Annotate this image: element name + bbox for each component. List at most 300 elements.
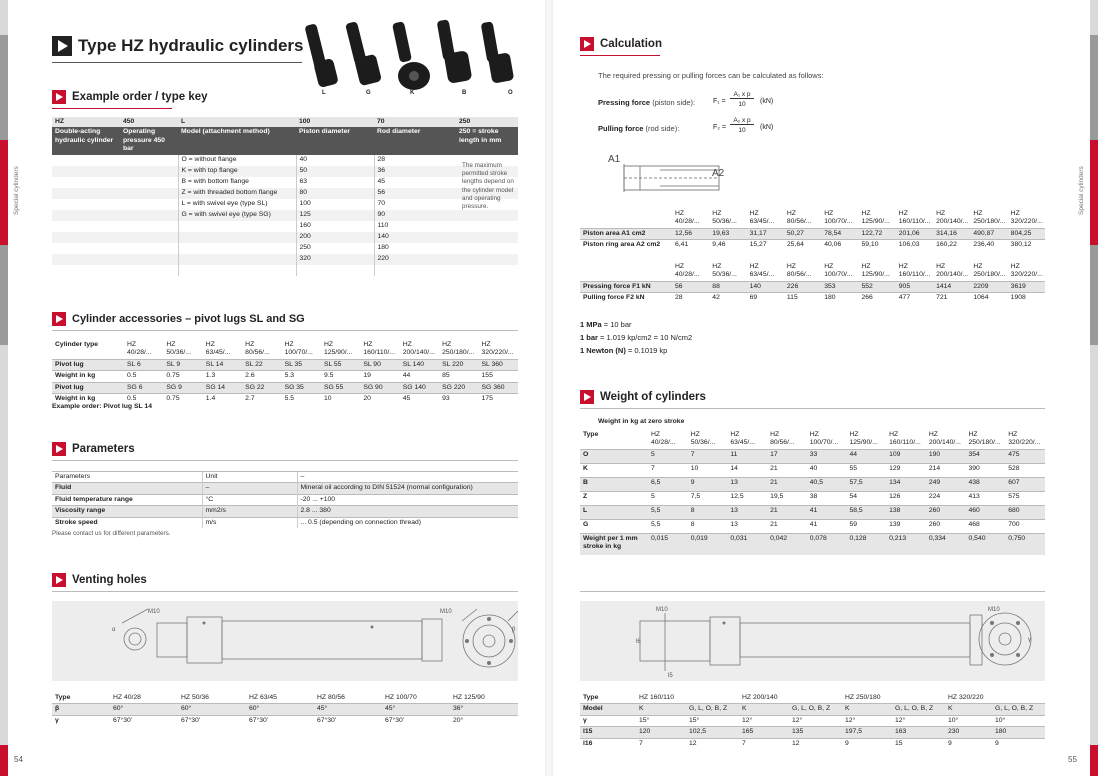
table-cell: 36 <box>374 166 456 177</box>
table-cell: 10° <box>945 715 992 726</box>
table-row <box>580 738 1045 749</box>
table-cell <box>52 265 120 276</box>
stroke-note: The maximum permitted stroke lengths depend on the cylinder model and operating pressure. <box>462 162 514 210</box>
table-cell: 13 <box>727 505 767 519</box>
table-cell: 70 <box>374 199 456 210</box>
page-title-block <box>52 36 303 56</box>
table-cell: 125 <box>296 210 374 221</box>
table-cell: 67°30' <box>110 715 178 726</box>
venting-drawing-right <box>580 601 1045 681</box>
table-cell: SG 360 <box>479 382 518 393</box>
table-cell: 721 <box>933 293 970 304</box>
drawing-label-beta: β <box>512 627 516 633</box>
table-cell: 160,22 <box>933 240 970 251</box>
table-cell: SL 220 <box>439 359 478 370</box>
table-cell <box>120 254 178 265</box>
table-cell: G <box>580 519 648 533</box>
table-cell: 9 <box>945 738 992 749</box>
table-cell: 42 <box>709 293 746 304</box>
table-cell <box>52 177 120 188</box>
table-cell: SG 220 <box>439 382 478 393</box>
force-table <box>580 262 1045 304</box>
table-cell: 6,41 <box>672 240 709 251</box>
table-cell: HZ 50/36/... <box>712 210 737 226</box>
table-cell: 13 <box>727 477 767 491</box>
table-cell <box>992 693 1045 704</box>
table-cell: 21 <box>767 477 807 491</box>
unit-conversions <box>580 319 692 357</box>
table-cell: 140 <box>374 232 456 243</box>
conversion-line: 1 Newton (N) = 0.1019 kp <box>580 345 668 355</box>
table-cell: 2.6 <box>242 371 281 382</box>
table-cell: 354 <box>966 449 1006 463</box>
table-cell: 1064 <box>970 293 1007 304</box>
table-cell: 56 <box>374 188 456 199</box>
table-row <box>580 533 1045 555</box>
table-cell: 21 <box>767 505 807 519</box>
table-cell: HZ 100/70/... <box>824 210 853 226</box>
table-cell: 0,750 <box>1005 533 1045 555</box>
table-cell: 5.5 <box>282 394 321 405</box>
table-cell: HZ 100/70 <box>385 694 417 701</box>
table-cell: 5.3 <box>282 371 321 382</box>
table-cell: HZ 63/45/... <box>205 341 231 357</box>
table-row <box>52 177 518 188</box>
table-cell: HZ 320/220 <box>948 694 984 701</box>
table-cell: Cylinder type <box>55 341 99 348</box>
table-cell: HZ 50/36/... <box>166 341 191 357</box>
page-title: Type HZ hydraulic cylinders <box>78 36 304 55</box>
table-cell: B = with bottom flange <box>178 177 296 188</box>
table-cell: B <box>580 477 648 491</box>
table-cell: HZ 250/180 <box>845 694 881 701</box>
table-cell: 12° <box>842 715 892 726</box>
table-cell: O = without flange <box>178 155 296 166</box>
table-cell: 528 <box>1005 463 1045 477</box>
table-cell: Weight in kg <box>52 394 124 405</box>
table-cell: 197,5 <box>842 727 892 738</box>
table-cell <box>120 221 178 232</box>
table-cell: 40,5 <box>807 477 847 491</box>
accessories-table <box>52 340 518 405</box>
table-row <box>580 293 1045 304</box>
table-cell <box>52 188 120 199</box>
table-cell: 9.5 <box>321 371 360 382</box>
table-cell: Piston area A1 cm2 <box>580 228 672 239</box>
table-row <box>580 240 1045 251</box>
table-cell: 25,64 <box>784 240 821 251</box>
table-cell: HZ 160/110/... <box>889 431 921 447</box>
table-cell: Z = with threaded bottom flange <box>178 188 296 199</box>
side-label-right: Special cylinders <box>1078 166 1085 215</box>
table-cell: 12 <box>686 738 739 749</box>
table-cell: 50 <box>296 166 374 177</box>
table-cell <box>580 262 672 281</box>
table-cell: Pivot lug <box>52 359 124 370</box>
table-cell: 109 <box>886 449 926 463</box>
table-cell: 102,5 <box>686 727 739 738</box>
table-cell <box>178 243 296 254</box>
table-cell: 1.3 <box>203 371 242 382</box>
table-cell: 45° <box>314 704 382 715</box>
venting-table-right <box>580 693 1045 749</box>
right-edge-bar <box>1090 0 1098 776</box>
table-cell: HZ 40/28 <box>113 694 141 701</box>
table-cell: SG 35 <box>282 382 321 393</box>
table-row <box>580 491 1045 505</box>
table-cell: 163 <box>892 727 945 738</box>
table-cell: HZ 100/70/... <box>824 263 853 279</box>
table-cell: 236,40 <box>970 240 1007 251</box>
table-cell: 20 <box>360 394 399 405</box>
drawing-label-alpha: α <box>112 627 116 633</box>
table-cell: SL 6 <box>124 359 163 370</box>
table-cell: 320 <box>296 254 374 265</box>
table-cell: 19 <box>360 371 399 382</box>
table-cell: HZ 50/36/... <box>712 263 737 279</box>
table-cell: 0.5 <box>124 371 163 382</box>
venting-drawing-left <box>52 601 518 681</box>
table-cell: 19,5 <box>767 491 807 505</box>
table-row <box>52 382 518 393</box>
table-cell: 2209 <box>970 281 1007 292</box>
table-cell: 1414 <box>933 281 970 292</box>
table-cell: G, L, O, B, Z <box>892 704 945 715</box>
label-a2: A2 <box>712 168 725 179</box>
table-cell: 260 <box>926 505 966 519</box>
table-cell: K <box>945 704 992 715</box>
table-cell: 100 <box>296 199 374 210</box>
table-row <box>52 359 518 370</box>
table-cell: 67°30' <box>314 715 382 726</box>
photo-label-l: L <box>322 90 326 96</box>
table-row <box>52 494 518 505</box>
table-cell: SL 90 <box>360 359 399 370</box>
table-row <box>52 232 518 243</box>
table-cell: 214 <box>926 463 966 477</box>
table-cell: 8 <box>688 505 728 519</box>
table-cell: 0,042 <box>767 533 807 555</box>
table-row <box>52 155 518 166</box>
table-row <box>580 704 1045 715</box>
drawing-label-m10-b: M10 <box>988 607 1000 613</box>
table-cell: SL 55 <box>321 359 360 370</box>
parameters-heading: Parameters <box>52 442 135 456</box>
table-cell: Stroke speed <box>52 517 202 528</box>
table-row <box>52 265 518 276</box>
table-cell: 250 <box>296 243 374 254</box>
table-cell: HZ 100/70/... <box>809 431 839 447</box>
table-cell: 31,17 <box>747 228 784 239</box>
table-cell: 45 <box>374 177 456 188</box>
weight-subheading: Weight in kg at zero stroke <box>598 418 685 425</box>
table-cell: 140 <box>747 281 784 292</box>
page-number-left: 54 <box>14 755 23 764</box>
table-row <box>52 166 518 177</box>
table-row <box>52 693 518 704</box>
table-cell: 57,5 <box>846 477 886 491</box>
drawing-label-m10: M10 <box>656 607 668 613</box>
table-cell: 10 <box>688 463 728 477</box>
table-cell: 60° <box>178 704 246 715</box>
table-cell: 1908 <box>1008 293 1045 304</box>
table-cell: 38 <box>807 491 847 505</box>
table-cell: HZ 160/110/... <box>898 263 931 279</box>
table-cell <box>892 693 945 704</box>
table-cell: HZ 63/45/... <box>749 263 775 279</box>
table-cell: 10° <box>992 715 1045 726</box>
table-cell: Model <box>580 704 636 715</box>
table-cell: 155 <box>479 371 518 382</box>
table-cell: 139 <box>886 519 926 533</box>
table-cell: 12,5 <box>727 491 767 505</box>
page-spine <box>545 0 553 776</box>
table-cell: K = with top flange <box>178 166 296 177</box>
table-row <box>52 221 518 232</box>
table-cell: 110 <box>374 221 456 232</box>
table-cell <box>52 221 120 232</box>
f1-numerator: A₁ x p <box>730 91 754 99</box>
table-cell: 7 <box>648 463 688 477</box>
table-cell: HZ 250/180/... <box>973 210 1006 226</box>
table-cell: G, L, O, B, Z <box>789 704 842 715</box>
table-cell: 5 <box>648 449 688 463</box>
table-cell: 33 <box>807 449 847 463</box>
table-cell: 680 <box>1005 505 1045 519</box>
table-cell: SG 55 <box>321 382 360 393</box>
table-cell: HZ 125/90/... <box>849 431 878 447</box>
table-cell: 12° <box>789 715 842 726</box>
table-cell: 93 <box>439 394 478 405</box>
table-cell: HZ 125/90/... <box>323 341 353 357</box>
table-cell: 201,06 <box>896 228 933 239</box>
table-cell: HZ 80/56/... <box>786 210 812 226</box>
table-cell: 12° <box>739 715 789 726</box>
table-cell: HZ 200/140/... <box>928 431 961 447</box>
table-cell: HZ 80/56 <box>317 694 345 701</box>
table-row <box>580 519 1045 533</box>
table-cell <box>456 221 518 232</box>
table-cell: HZ 125/90/... <box>861 263 890 279</box>
table-row <box>580 477 1045 491</box>
table-row <box>580 727 1045 738</box>
accessories-example: Example order: Pivot lug SL 14 <box>52 403 152 410</box>
table-cell: mm2/s <box>202 506 297 517</box>
table-cell <box>120 232 178 243</box>
table-cell: 122,72 <box>858 228 895 239</box>
table-cell: HZ 320/220/... <box>1010 210 1043 226</box>
table-cell: 55 <box>846 463 886 477</box>
table-cell: 15,27 <box>747 240 784 251</box>
table-cell: 1.4 <box>203 394 242 405</box>
table-row <box>580 209 1045 228</box>
table-cell: 69 <box>747 293 784 304</box>
table-cell: 226 <box>784 281 821 292</box>
table-cell <box>52 155 120 166</box>
table-row <box>52 472 518 483</box>
table-cell: 475 <box>1005 449 1045 463</box>
table-cell: Parameters <box>52 472 202 483</box>
table-cell <box>120 177 178 188</box>
table-cell: 40 <box>807 463 847 477</box>
table-cell: Type <box>55 694 71 701</box>
table-cell: 607 <box>1005 477 1045 491</box>
table-cell: 9,46 <box>709 240 746 251</box>
table-cell: 15° <box>686 715 739 726</box>
table-cell <box>120 243 178 254</box>
table-cell: SL 9 <box>163 359 202 370</box>
area-diagram <box>600 150 730 195</box>
table-cell <box>456 254 518 265</box>
table-cell <box>178 265 296 276</box>
photo-label-k: K <box>410 90 415 96</box>
table-cell: 160 <box>296 221 374 232</box>
table-cell: Fluid temperature range <box>52 494 202 505</box>
table-cell: HZ 250/180/... <box>442 341 475 357</box>
table-cell: 438 <box>966 477 1006 491</box>
table-cell: 40 <box>296 155 374 166</box>
table-cell: Piston ring area A2 cm2 <box>580 240 672 251</box>
table-cell: 9 <box>842 738 892 749</box>
table-cell: L = with swivel eye (type SL) <box>178 199 296 210</box>
table-cell <box>178 232 296 243</box>
table-cell: 41 <box>807 519 847 533</box>
table-cell: 115 <box>784 293 821 304</box>
table-cell: SG 140 <box>400 382 439 393</box>
table-row <box>580 430 1045 449</box>
table-cell: l15 <box>580 727 636 738</box>
table-row <box>580 463 1045 477</box>
area-table <box>580 209 1045 251</box>
table-cell <box>52 199 120 210</box>
table-cell: 7 <box>688 449 728 463</box>
conversion-line: 1 bar = 1.019 kp/cm2 = 10 N/cm2 <box>580 332 693 342</box>
table-cell: 50,27 <box>784 228 821 239</box>
table-cell: 5,5 <box>648 519 688 533</box>
table-cell: 21 <box>767 519 807 533</box>
table-cell: 59,10 <box>858 240 895 251</box>
table-cell: 2.7 <box>242 394 281 405</box>
table-cell: 12° <box>892 715 945 726</box>
table-cell: HZ 250/180/... <box>973 263 1006 279</box>
table-cell <box>120 155 178 166</box>
table-cell: 552 <box>858 281 895 292</box>
table-cell <box>686 693 739 704</box>
venting-heading: Venting holes <box>52 573 147 587</box>
table-cell: 490,87 <box>970 228 1007 239</box>
table-row <box>52 254 518 265</box>
table-cell: °C <box>202 494 297 505</box>
table-cell: SG 6 <box>124 382 163 393</box>
table-row <box>580 693 1045 704</box>
table-cell: HZ 40/28/... <box>675 210 700 226</box>
table-cell: 85 <box>439 371 478 382</box>
table-cell: 45 <box>400 394 439 405</box>
left-edge-bar <box>0 0 8 776</box>
table-cell: 9 <box>688 477 728 491</box>
drawing-label-m10-b: M10 <box>440 609 452 615</box>
table-cell: HZ 160/110/... <box>898 210 931 226</box>
table-row <box>580 281 1045 292</box>
table-cell: – <box>202 483 297 494</box>
table-cell: SL 360 <box>479 359 518 370</box>
table-cell: 90 <box>374 210 456 221</box>
arrow-icon <box>52 36 72 56</box>
table-cell: HZ 63/45 <box>249 694 277 701</box>
table-cell: 19,63 <box>709 228 746 239</box>
table-cell: HZ 125/90 <box>453 694 485 701</box>
table-row <box>580 505 1045 519</box>
table-cell: 120 <box>636 727 686 738</box>
table-cell: 7,5 <box>688 491 728 505</box>
table-cell: 63 <box>296 177 374 188</box>
table-cell: 0,078 <box>807 533 847 555</box>
table-cell: HZ 200/140/... <box>402 341 435 357</box>
table-cell: HZ 125/90/... <box>861 210 890 226</box>
table-cell: 266 <box>858 293 895 304</box>
table-cell: Pivot lug <box>52 382 124 393</box>
table-cell <box>789 693 842 704</box>
table-row <box>52 340 518 359</box>
table-cell: Viscosity range <box>52 506 202 517</box>
table-cell: γ <box>52 715 110 726</box>
conversion-line: 1 MPa = 10 bar <box>580 320 632 329</box>
table-cell: 0,015 <box>648 533 688 555</box>
table-cell: 21 <box>767 463 807 477</box>
table-cell: 54 <box>846 491 886 505</box>
table-cell <box>52 210 120 221</box>
table-row <box>52 210 518 221</box>
table-cell <box>120 188 178 199</box>
table-cell: β <box>52 704 110 715</box>
table-cell: HZ 320/220/... <box>481 341 514 357</box>
arrow-icon <box>580 390 594 404</box>
table-cell: 2.8 ... 380 <box>297 506 518 517</box>
table-cell: HZ 63/45/... <box>730 431 755 447</box>
table-cell: Fluid <box>52 483 202 494</box>
table-row <box>580 715 1045 726</box>
table-cell: 138 <box>886 505 926 519</box>
parameters-table <box>52 471 518 528</box>
table-cell: Weight in kg <box>52 371 124 382</box>
table-cell: 58,5 <box>846 505 886 519</box>
table-cell: 11 <box>727 449 767 463</box>
table-cell <box>120 265 178 276</box>
table-cell: 230 <box>945 727 992 738</box>
table-cell: 249 <box>926 477 966 491</box>
table-cell: 0,334 <box>926 533 966 555</box>
table-cell: G, L, O, B, Z <box>686 704 739 715</box>
table-cell: G = with swivel eye (type SG) <box>178 210 296 221</box>
table-cell: 220 <box>374 254 456 265</box>
table-cell: 0.75 <box>163 394 202 405</box>
table-cell: 15 <box>892 738 945 749</box>
table-row <box>52 199 518 210</box>
drawing-label-m10: M10 <box>148 609 160 615</box>
table-row <box>52 704 518 715</box>
table-cell <box>52 232 120 243</box>
table-cell: 380,12 <box>1008 240 1045 251</box>
arrow-icon <box>52 442 66 456</box>
table-row <box>52 506 518 517</box>
table-cell: 165 <box>739 727 789 738</box>
table-cell: K <box>739 704 789 715</box>
calculation-heading: Calculation <box>580 37 662 51</box>
table-cell: 0.5 <box>124 394 163 405</box>
table-cell: 190 <box>926 449 966 463</box>
drawing-label-l6: l6 <box>636 639 641 645</box>
table-row <box>52 715 518 726</box>
